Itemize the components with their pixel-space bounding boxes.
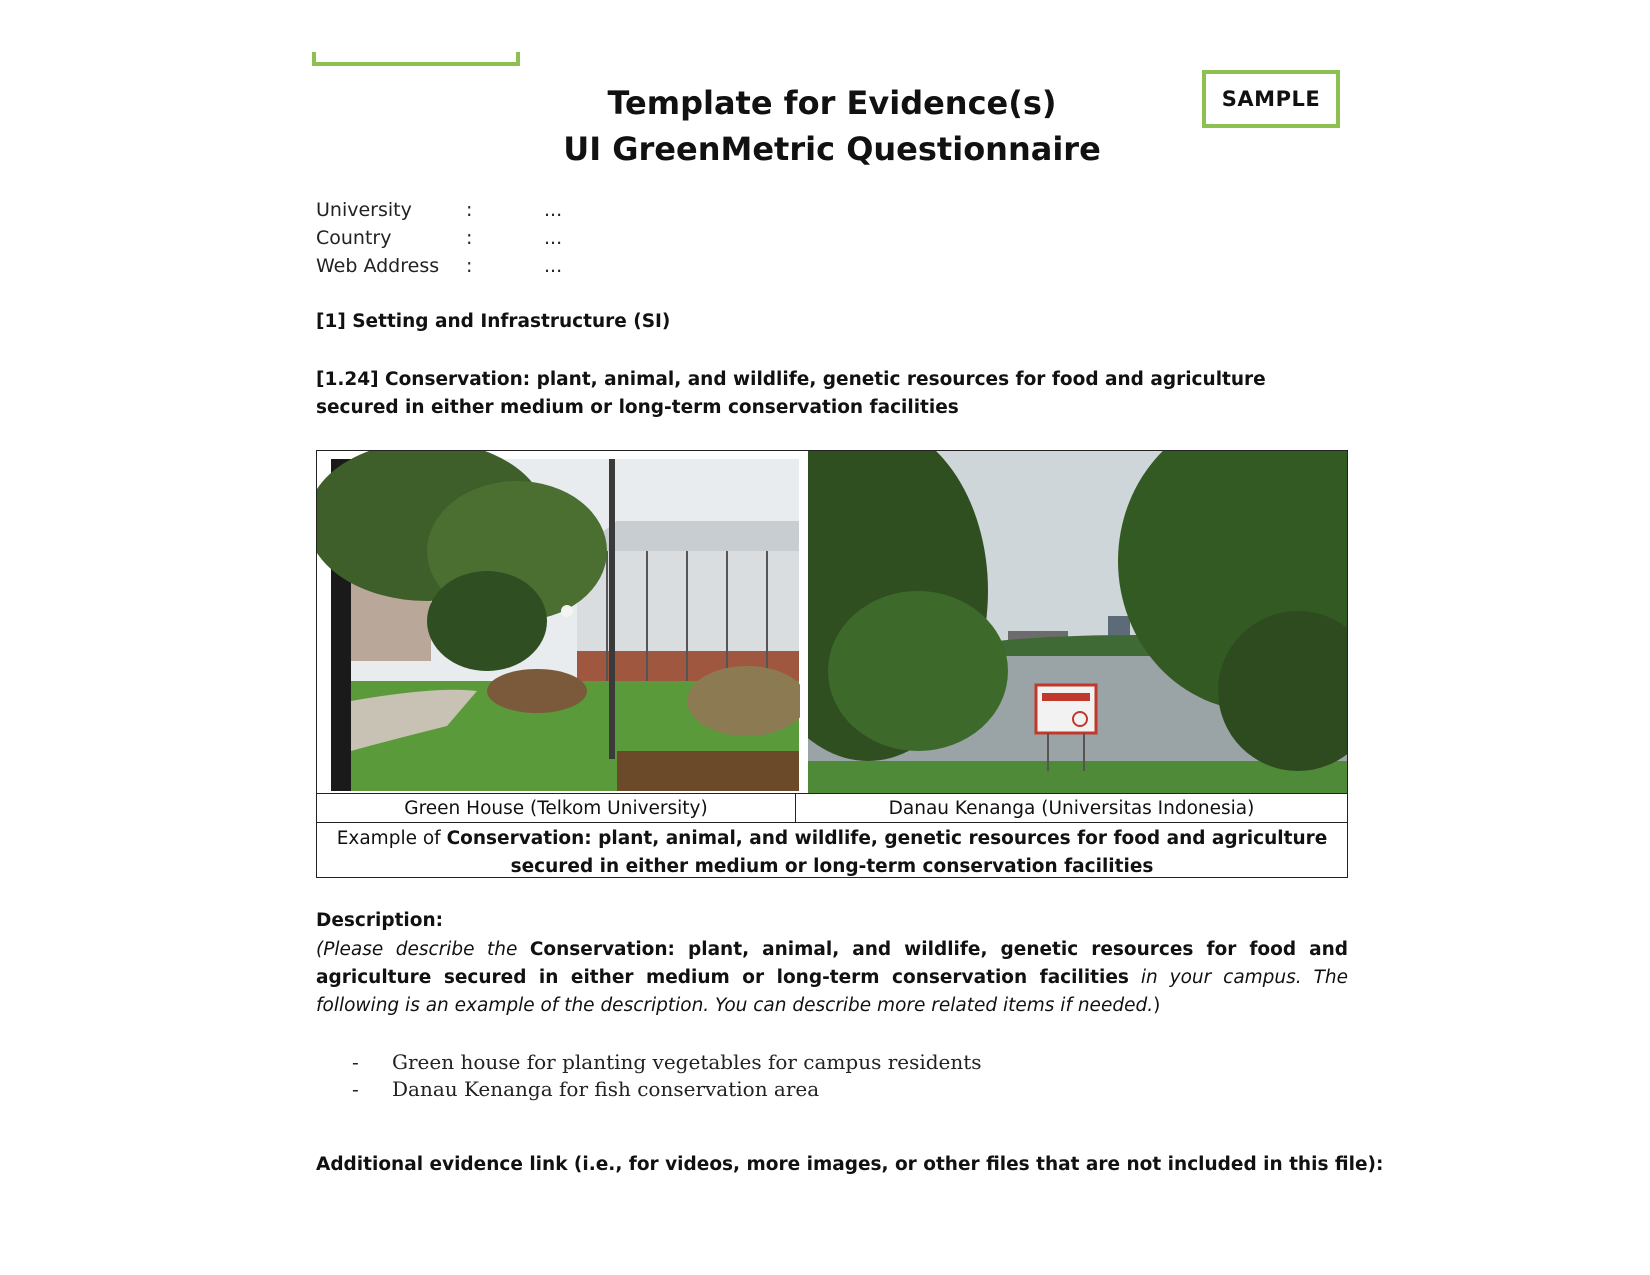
list-item-text: Danau Kenanga for fish conservation area xyxy=(392,1076,820,1101)
photo-caption-row xyxy=(317,793,1347,823)
description-instructions xyxy=(316,936,1348,1020)
meta-label: Country xyxy=(316,227,392,249)
list-bullet: - xyxy=(352,1049,359,1074)
figure-caption-prefix: Example of xyxy=(336,828,447,849)
lake-photo-illustration xyxy=(808,451,1347,793)
meta-value: ... xyxy=(544,255,563,277)
title-line-2: UI GreenMetric Questionnaire xyxy=(563,130,1101,168)
meta-value: ... xyxy=(544,199,563,221)
sample-badge: SAMPLE xyxy=(1202,70,1340,128)
meta-separator: : xyxy=(466,199,473,221)
meta-label: Web Address xyxy=(316,255,440,277)
section-heading: [1] Setting and Infrastructure (SI) xyxy=(316,311,671,332)
left-photo-caption: Green House (Telkom University) xyxy=(317,794,796,822)
meta-row-country xyxy=(316,224,562,252)
title-line-1: Template for Evidence(s) xyxy=(607,84,1057,122)
page-title xyxy=(0,80,1650,172)
list-bullet: - xyxy=(352,1076,359,1101)
figure-caption xyxy=(317,825,1347,881)
meta-separator: : xyxy=(466,227,473,249)
instructions-italic-1: (Please describe the xyxy=(316,939,530,960)
evidence-figure xyxy=(316,450,1348,878)
criterion-heading: [1.24] Conservation: plant, animal, and wildlife, genetic resources for food and agriculture secured in either medium or long-term conservation facilities xyxy=(316,369,1266,418)
meta-row-university xyxy=(316,196,562,224)
description-list xyxy=(352,1048,982,1102)
greenhouse-photo-illustration xyxy=(317,451,800,793)
right-photo-caption: Danau Kenanga (Universitas Indonesia) xyxy=(888,797,1255,819)
greenhouse-photo xyxy=(317,451,800,793)
lake-photo xyxy=(808,451,1347,793)
list-item xyxy=(352,1075,982,1102)
university-info xyxy=(316,196,562,280)
meta-label: University xyxy=(316,199,412,221)
meta-row-web-address xyxy=(316,252,562,280)
instructions-close: ) xyxy=(1153,995,1161,1016)
description-label: Description: xyxy=(316,910,444,931)
additional-evidence-label: Additional evidence link (i.e., for videos, more images, or other files that are not included in this file): xyxy=(316,1154,1384,1175)
top-decorative-bracket xyxy=(312,52,520,66)
meta-value: ... xyxy=(544,227,563,249)
list-item-text: Green house for planting vegetables for campus residents xyxy=(392,1049,982,1074)
instructions-bold: Conservation: plant, animal, and wildlife, genetic resources for food and agriculture secured in either medium or long-term conservation facilities xyxy=(316,939,1348,988)
instructions-italic-2: in your campus. The following is an example of the description. You can describe more related items if needed. xyxy=(316,967,1348,1016)
figure-caption-bold: Conservation: plant, animal, and wildlife, genetic resources for food and agriculture secured in either medium or long-term conservation facilities xyxy=(446,828,1328,877)
meta-separator: : xyxy=(466,255,473,277)
list-item xyxy=(352,1048,982,1075)
